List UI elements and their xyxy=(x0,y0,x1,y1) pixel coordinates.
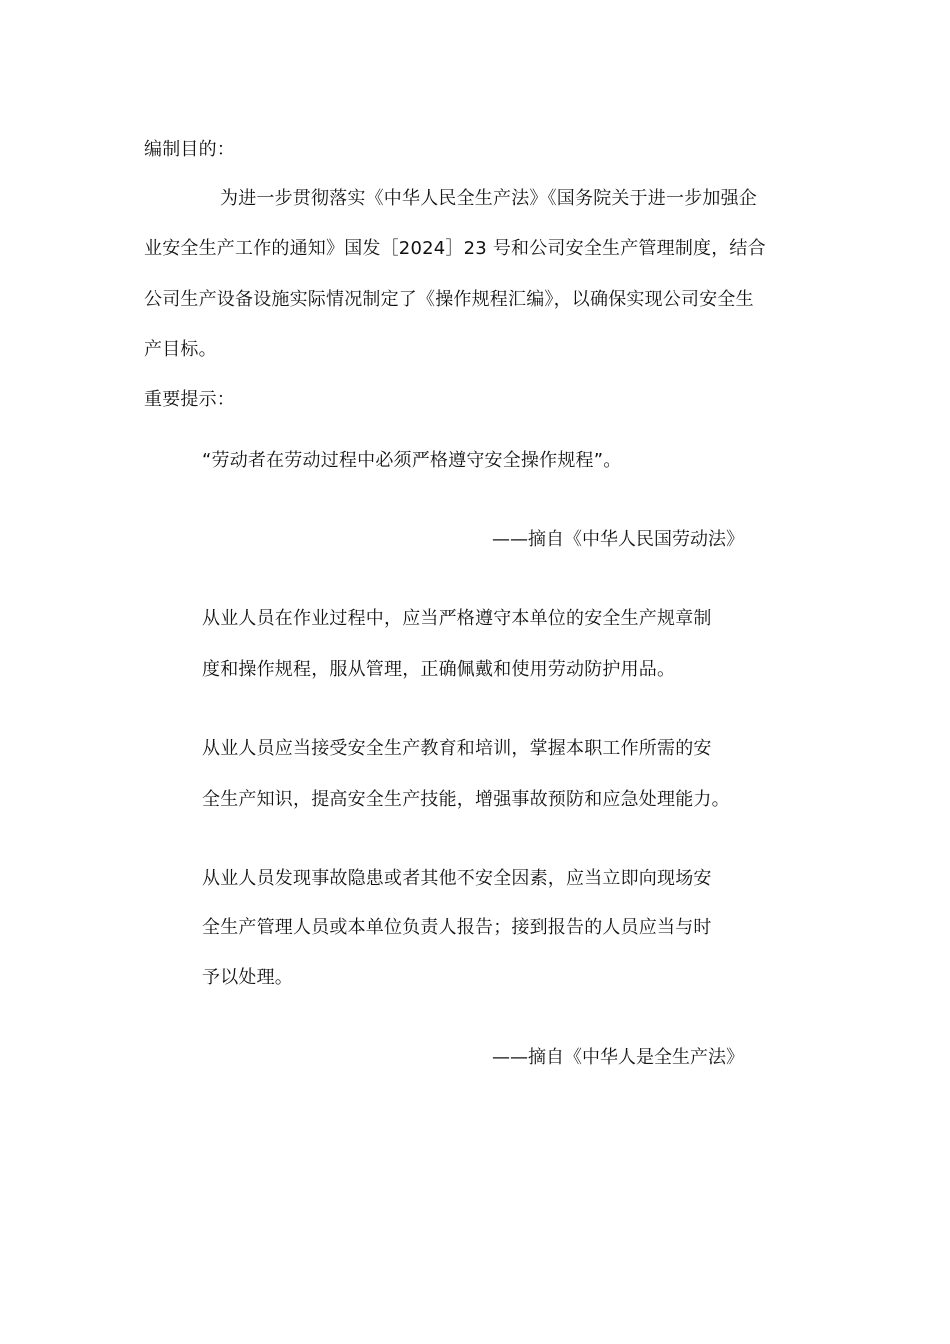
paragraph-line: 全生产知识，提高安全生产技能，增强事故预防和应急处理能力。 xyxy=(202,789,730,810)
purpose-line: 为进一步贯彻落实《中华人民全生产法》《国务院关于进一步加强企 xyxy=(220,188,757,209)
purpose-line: 产目标。 xyxy=(144,339,217,360)
paragraph-line: 全生产管理人员或本单位负责人报告；接到报告的人员应当与时 xyxy=(202,917,712,938)
paragraph-line: 从业人员发现事故隐患或者其他不安全因素，应当立即向现场安 xyxy=(202,868,712,889)
labor-law-attribution: ——摘自《中华人民国劳动法》 xyxy=(492,529,744,550)
purpose-line: 业安全生产工作的通知》国发［2024］23 号和公司安全生产管理制度，结合 xyxy=(144,238,766,259)
notice-heading: 重要提示： xyxy=(144,389,235,410)
purpose-line: 公司生产设备设施实际情况制定了《操作规程汇编》，以确保实现公司安全生 xyxy=(144,289,754,310)
paragraph-line: 予以处理。 xyxy=(202,967,293,988)
paragraph-line: 度和操作规程，服从管理，正确佩戴和使用劳动防护用品。 xyxy=(202,659,676,680)
safety-law-attribution: ——摘自《中华人是全生产法》 xyxy=(492,1047,744,1068)
paragraph-line: 从业人员应当接受安全生产教育和培训，掌握本职工作所需的安 xyxy=(202,738,712,759)
paragraph-line: 从业人员在作业过程中，应当严格遵守本单位的安全生产规章制 xyxy=(202,608,712,629)
purpose-heading: 编制目的： xyxy=(144,139,235,160)
labor-law-quote: “劳动者在劳动过程中必须严格遵守安全操作规程”。 xyxy=(202,450,622,471)
